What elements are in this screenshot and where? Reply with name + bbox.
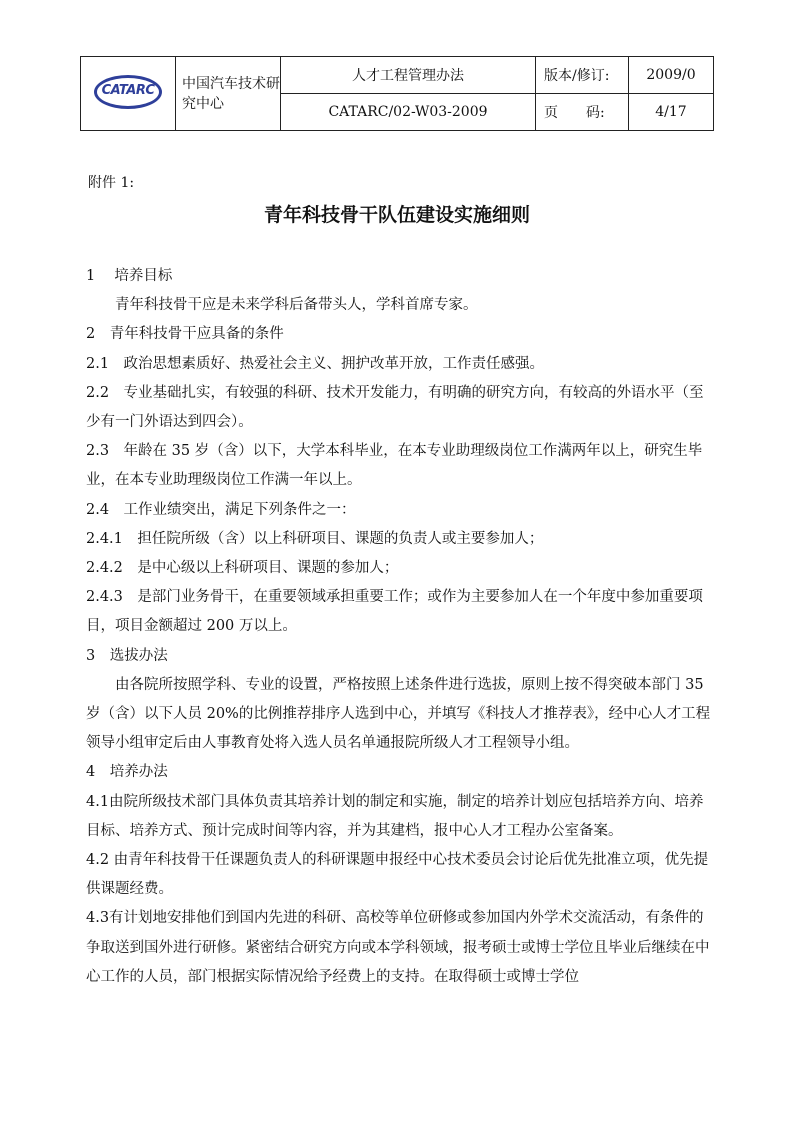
doc-title-cell: 人才工程管理办法 [281,57,536,94]
page-label: 页 码: [536,94,629,131]
paragraph: 4.1由院所级技术部门具体负责其培养计划的制定和实施，制定的培养计划应包括培养方向、培养目标、培养方式、预计完成时间等内容，并为其建档，报中心人才工程办公室备案。 [86,793,704,839]
document-header [80,56,714,131]
section-heading: 2 青年科技骨干应具备的条件 [86,326,284,343]
section-heading: 3 选拔办法 [86,647,168,664]
attachment-label: 附件 1: [88,175,135,191]
paragraph: 2.1 政治思想素质好、热爱社会主义、拥护改革开放，工作责任感强。 [86,355,545,372]
page-title: 青年科技骨干队伍建设实施细则 [263,204,530,226]
page-value: 4/17 [629,94,714,131]
catarc-logo-icon: CATARC [94,75,162,109]
paragraph: 2.3 年龄在 35 岁（含）以下，大学本科毕业，在本专业助理级岗位工作满两年以上，研究生毕业，在本专业助理级岗位工作满一年以上。 [86,443,703,489]
paragraph: 4.2 由青年科技骨干任课题负责人的科研课题申报经中心技术委员会讨论后优先批准立项，优先提供课题经费。 [86,852,709,898]
paragraph: 2.4 工作业绩突出，满足下列条件之一： [86,501,356,518]
paragraph: 2.4.2 是中心级以上科研项目、课题的参加人； [86,560,399,577]
paragraph: 2.4.3 是部门业务骨干，在重要领域承担重要工作；或作为主要参加人在一个年度中参加重要项目，项目金额超过 200 万以上。 [86,589,703,635]
paragraph: 2.4.1 担任院所级（含）以上科研项目、课题的负责人或主要参加人； [86,530,544,547]
doc-code-cell: CATARC/02-W03-2009 [281,94,536,131]
org-name: 中国汽车技术研究中心 [176,57,281,131]
logo-cell [81,57,176,131]
paragraph: 青年科技骨干应是未来学科后备带头人，学科首席专家。 [115,297,478,314]
paragraph: 4.3有计划地安排他们到国内先进的科研、高校等单位研修或参加国内外学术交流活动，有条件的争取送到国外进行研修。紧密结合研究方向或本学科领域，报考硕士或博士学位且毕业后继续在中心工作的人员，部门根据实际情况给予经费上的支持。在取得硕士或博士学位 [86,910,710,985]
section-heading: 1 培养目标 [86,268,173,284]
version-label: 版本/修订: [536,57,629,94]
section-heading: 4 培养办法 [86,764,168,781]
version-value: 2009/0 [629,57,714,94]
paragraph: 由各院所按照学科、专业的设置，严格按照上述条件进行选拔，原则上按不得突破本部门 35 岁（含）以下人员 20%的比例推荐排序人选到中心，并填写《科技人才推荐表》，经中心人才工程领导小组审定后由人事教育处将入选人员名单通报院所级人才工程领导小组。 [86,676,711,752]
document-body [86,262,716,992]
paragraph: 2.2 专业基础扎实，有较强的科研、技术开发能力，有明确的研究方向，有较高的外语水平（至少有一门外语达到四会）。 [86,384,704,431]
